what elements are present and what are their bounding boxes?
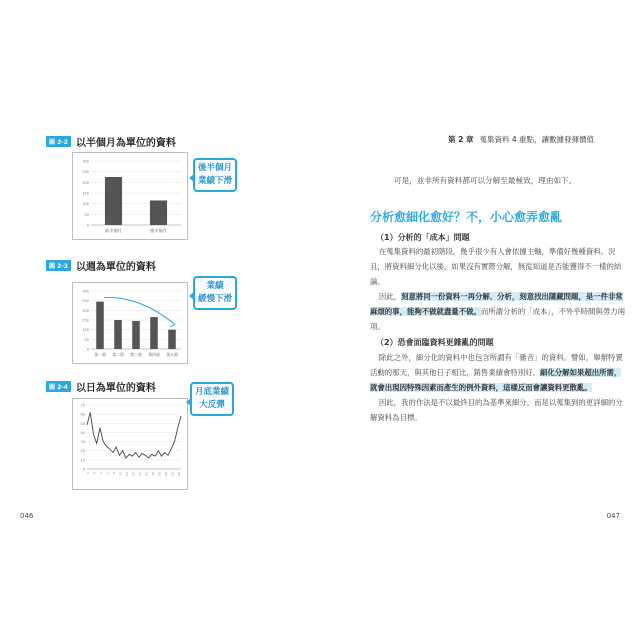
- page-number-left: 046: [20, 512, 34, 520]
- y-tick-label: 50: [80, 421, 85, 426]
- y-tick-label: 0: [82, 467, 85, 472]
- x-tick-label: 17: [137, 472, 142, 476]
- paragraph-2-end: 而所謂分析的「成本」，不外乎時間與勞力兩項。: [370, 307, 625, 331]
- x-tick-label: 9: [111, 472, 116, 474]
- weekly-chart: [72, 282, 188, 364]
- x-tick-label: 19: [144, 472, 149, 476]
- x-tick-label: 1: [86, 472, 90, 474]
- paragraph-3-start: 除此之外，細分化的資料中也包含所謂有「雜音」的資料。譬如，舉辦特賣活動的那天，與其他日子相比，銷售業績會特別好。: [370, 353, 623, 377]
- y-tick-label: 50: [84, 337, 89, 342]
- lead-sentence: 可是，並非所有資料都可以分解至最極致，理由如下。: [394, 176, 577, 185]
- x-tick-label: 13: [124, 472, 129, 476]
- y-tick-label: 50: [84, 212, 89, 217]
- daily-callout: [190, 382, 234, 416]
- y-tick-label: 10: [80, 458, 85, 463]
- daily-series-line: [87, 412, 181, 458]
- bar: [114, 320, 122, 349]
- paragraph-1: 在蒐集資料的最初階段，幾乎很少有人會依據主軸，準備好幾種資料。況且，將資料細分化以後，如果沒有實際分解，無從知道是否能獲得不一樣的結論。: [370, 247, 622, 286]
- y-tick-label: 150: [82, 318, 89, 323]
- y-tick-label: 100: [82, 328, 89, 333]
- y-tick-label: 200: [82, 308, 89, 313]
- y-tick-label: 300: [82, 159, 89, 164]
- paragraph-2-start: 因此，: [378, 292, 402, 301]
- paragraph-4: 因此，我的作法是不以最終目的為基準來細分，而是以蒐集到的更詳細的分解資料為目標。: [370, 398, 623, 422]
- subsection-2-title: （2）恐會面臨資料更雜亂的問題: [376, 338, 494, 347]
- trend-arrow: [104, 298, 174, 324]
- x-tick-label: 21: [150, 472, 155, 476]
- figure-title: 以週為單位的資料: [75, 262, 156, 273]
- x-tick-label: 7: [105, 472, 110, 474]
- figure-2-3-heading: [46, 258, 156, 273]
- y-tick-label: 40: [80, 430, 85, 435]
- weekly-callout: [193, 276, 237, 310]
- half-month-chart: [72, 152, 188, 240]
- x-tick-label: 第五週: [166, 352, 178, 357]
- callout-line-1: 後半個月: [198, 163, 233, 173]
- callout-line-2: 緩慢下滑: [198, 294, 233, 304]
- figure-title: 以半個月為單位的資料: [75, 138, 176, 149]
- subsection-1-body: [370, 244, 626, 334]
- x-tick-label: 第四週: [148, 352, 160, 357]
- highlight-cost: 刻意將同一份資料一再分解、分析，刻意找出隱藏問題，是一件非常麻煩的事，能夠不做就盡量不做。: [370, 292, 623, 316]
- subsection-2-body: [370, 350, 626, 425]
- y-tick-label: 150: [82, 191, 89, 196]
- chapter-label: 第 2 章: [448, 135, 474, 144]
- callout-line-2: 業績下滑: [198, 176, 233, 186]
- y-tick-label: 250: [82, 170, 89, 175]
- x-tick-label: 第二週: [112, 352, 124, 357]
- x-tick-label: 29: [176, 472, 181, 476]
- x-tick-label: 後半個月: [150, 228, 167, 233]
- x-tick-label: 第三週: [130, 352, 142, 357]
- x-tick-label: 前半個月: [105, 228, 122, 233]
- y-tick-label: 300: [82, 289, 89, 294]
- bar: [132, 321, 140, 349]
- figure-2-2-heading: [46, 134, 176, 149]
- callout-line-1: 月底業績: [195, 387, 230, 397]
- daily-line-chart-svg: [73, 399, 187, 489]
- chapter-header: [448, 134, 594, 145]
- figure-tag: 圖 2-3: [46, 260, 71, 271]
- y-tick-label: 100: [82, 202, 89, 207]
- x-tick-label: 第一週: [94, 352, 106, 357]
- y-tick-label: 20: [80, 449, 85, 454]
- bar: [150, 200, 167, 225]
- x-tick-label: 23: [157, 472, 162, 476]
- subsection-1-title: （1）分析的「成本」問題: [376, 233, 470, 242]
- y-tick-label: 30: [80, 440, 85, 445]
- weekly-bar-chart-svg: [73, 283, 187, 363]
- y-tick-label: 200: [82, 180, 89, 185]
- x-tick-label: 11: [118, 472, 123, 476]
- bar: [96, 302, 104, 349]
- right-page: [320, 0, 640, 640]
- chapter-title: 蒐集資料 4 重點，讓數據發揮價值: [479, 135, 594, 144]
- bar: [105, 177, 122, 225]
- paragraph-3: [370, 350, 626, 395]
- figure-tag: 圖 2-4: [46, 381, 71, 392]
- y-tick-label: 0: [86, 347, 89, 352]
- x-tick-label: 15: [131, 472, 136, 476]
- highlight-noise: 細化分解如果超出所需，就會出現因特殊因素而產生的例外資料，這樣反而會讓資料更散亂。: [370, 368, 622, 392]
- callout-line-1: 業績: [206, 281, 224, 291]
- x-tick-label: 5: [98, 472, 103, 474]
- y-tick-label: 60: [80, 412, 85, 417]
- x-tick-label: 27: [170, 472, 175, 476]
- y-tick-label: 0: [86, 223, 89, 228]
- figure-tag: 圖 2-2: [46, 136, 71, 147]
- bar: [168, 330, 176, 349]
- callout-line-2: 大反彈: [199, 400, 225, 410]
- x-tick-label: 3: [92, 472, 97, 474]
- half-month-callout: [193, 158, 237, 192]
- figure-title: 以日為單位的資料: [75, 383, 156, 394]
- page-number-right: 047: [606, 512, 620, 520]
- half-month-bar-chart-svg: [73, 153, 187, 239]
- figure-2-4-heading: [46, 379, 156, 394]
- y-tick-label: 70: [80, 403, 85, 408]
- y-tick-label: 250: [82, 299, 89, 304]
- paragraph-2: [370, 289, 626, 334]
- section-title: 分析愈細化愈好？不，小心愈弄愈亂: [370, 210, 563, 224]
- trend-arrowhead: [170, 321, 175, 327]
- bar: [150, 317, 158, 349]
- daily-chart: [72, 398, 188, 490]
- x-tick-label: 25: [163, 472, 168, 476]
